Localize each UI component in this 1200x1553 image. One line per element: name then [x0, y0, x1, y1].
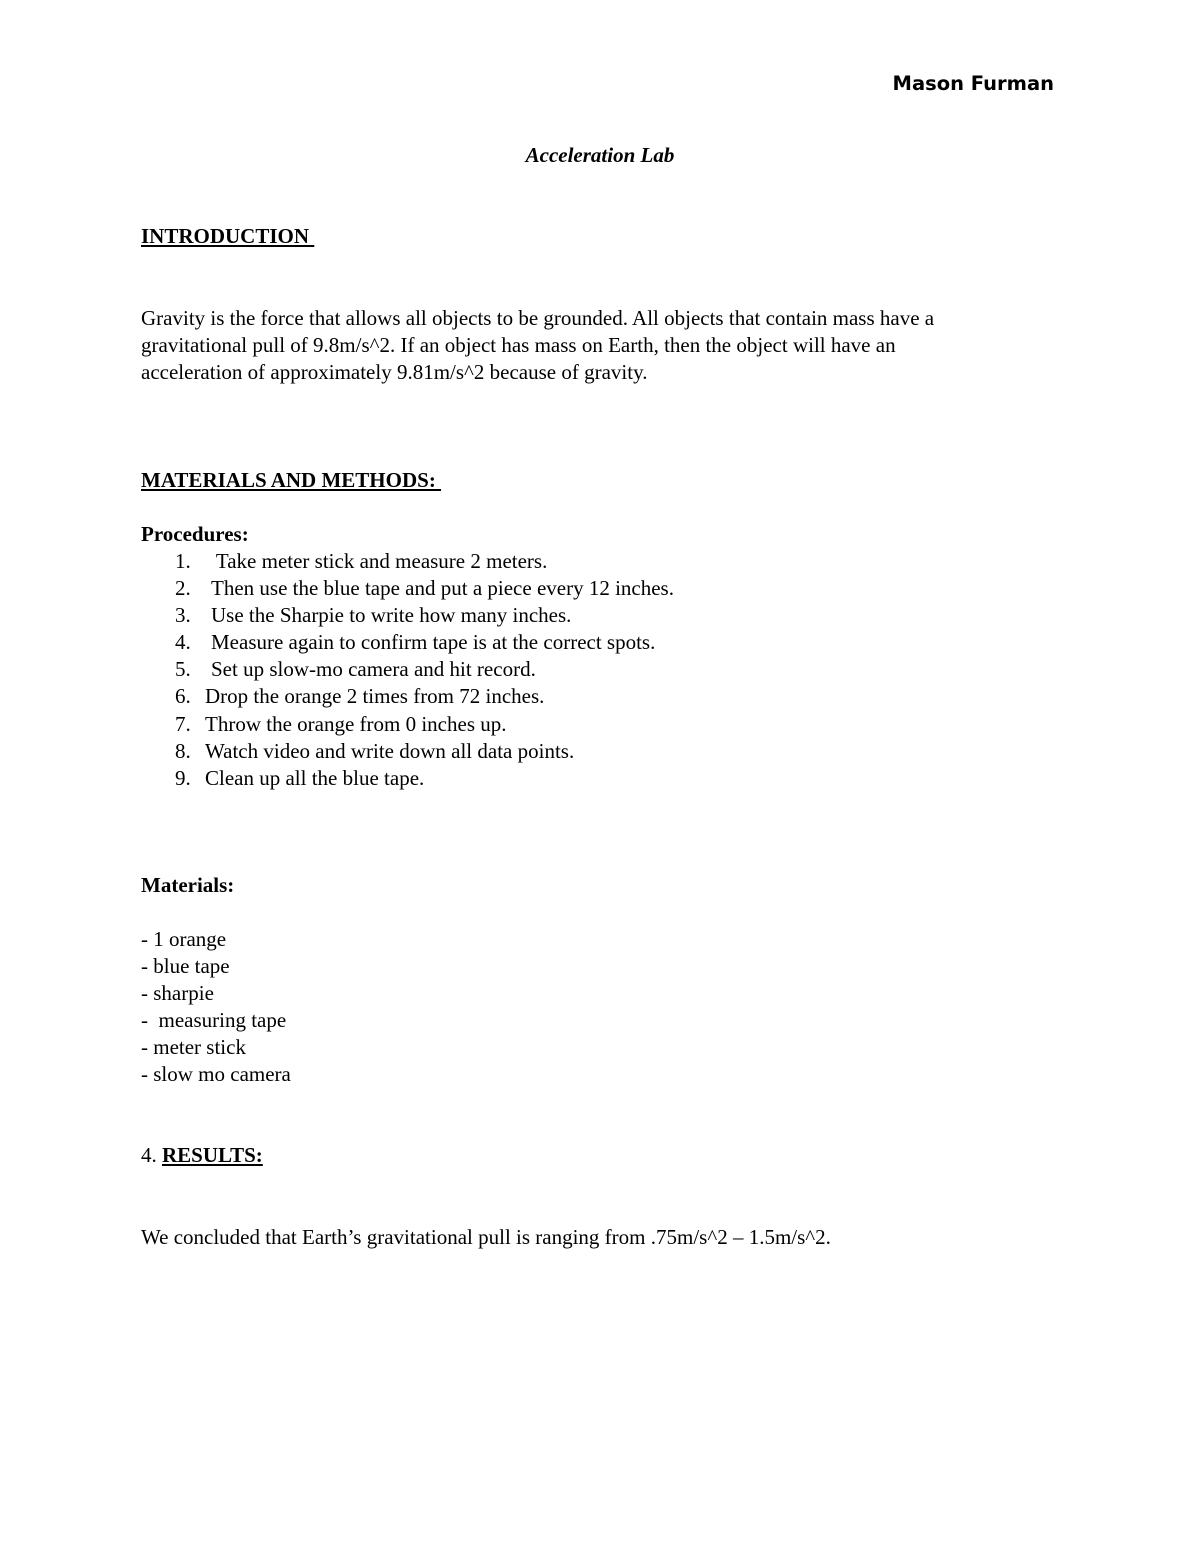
introduction-line: acceleration of approximately 9.81m/s^2 because of gravity. [141, 360, 648, 384]
procedure-step [175, 548, 674, 575]
materials-label: Materials: [141, 873, 235, 897]
step-number: 6. [175, 684, 191, 709]
procedure-step [175, 711, 674, 738]
step-number: 2. [175, 576, 191, 601]
results-heading-text: RESULTS: [162, 1143, 263, 1167]
introduction-paragraph [141, 305, 1061, 386]
materials-list [141, 926, 291, 1088]
step-text: Drop the orange 2 times from 72 inches. [205, 684, 545, 709]
step-text: Set up slow-mo camera and hit record. [211, 657, 536, 682]
step-number: 7. [175, 711, 191, 736]
step-text: Use the Sharpie to write how many inches. [211, 603, 572, 628]
procedure-step [175, 683, 674, 710]
step-text: Throw the orange from 0 inches up. [205, 711, 507, 736]
material-item: - blue tape [141, 954, 230, 978]
step-text: Watch video and write down all data points. [205, 738, 575, 763]
materials-methods-heading: MATERIALS AND METHODS: [141, 468, 442, 492]
step-text: Then use the blue tape and put a piece every 12 inches. [211, 576, 674, 601]
results-text: We concluded that Earth’s gravitational pull is ranging from .75m/s^2 – 1.5m/s^2. [141, 1225, 831, 1249]
material-item: - 1 orange [141, 927, 227, 951]
step-number: 9. [175, 765, 191, 790]
document-title: Acceleration Lab [525, 143, 675, 167]
step-number: 4. [175, 630, 191, 655]
material-item: - meter stick [141, 1035, 246, 1059]
step-text: Take meter stick and measure 2 meters. [211, 549, 548, 573]
procedure-step [175, 575, 674, 602]
procedure-step [175, 765, 674, 792]
procedure-step [175, 656, 674, 683]
results-heading [141, 1143, 263, 1168]
material-item: - sharpie [141, 981, 214, 1005]
procedure-list [175, 548, 674, 792]
procedure-step [175, 602, 674, 629]
material-item: - slow mo camera [141, 1062, 291, 1086]
step-text: Clean up all the blue tape. [205, 765, 425, 790]
step-number: 5. [175, 657, 191, 682]
step-text: Measure again to confirm tape is at the correct spots. [211, 630, 656, 655]
material-item: - measuring tape [141, 1008, 287, 1032]
author-name: Mason Furman [892, 72, 1054, 95]
procedure-step [175, 629, 674, 656]
procedures-label: Procedures: [141, 522, 249, 546]
step-number: 3. [175, 603, 191, 628]
step-number: 1. [175, 549, 191, 573]
step-number: 8. [175, 738, 191, 763]
introduction-line: Gravity is the force that allows all objects to be grounded. All objects that contain mass have a [141, 306, 935, 330]
procedure-step [175, 738, 674, 765]
introduction-line: gravitational pull of 9.8m/s^2. If an object has mass on Earth, then the object will have an [141, 333, 896, 357]
results-number: 4. [141, 1143, 162, 1167]
introduction-heading: INTRODUCTION [141, 224, 315, 248]
